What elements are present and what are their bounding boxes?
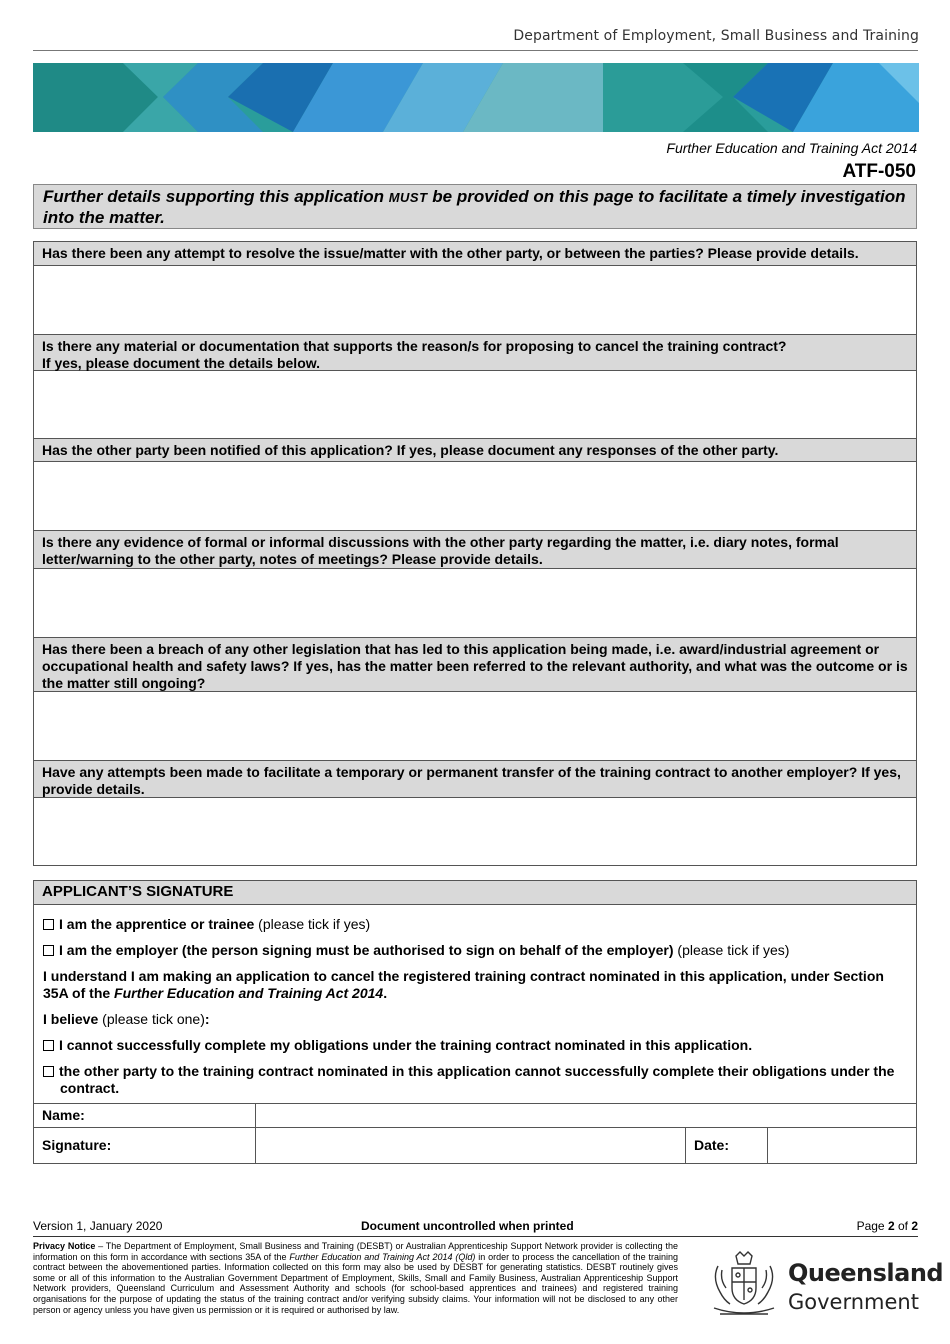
question-2-line-1: Is there any material or documentation that supports the reason/s for proposing to cancel the training contract? <box>42 338 787 354</box>
act-title: Further Education and Training Act 2014 <box>666 140 917 156</box>
intro-text-2: be provided on this page to facilitate a timely investigation into the matter. <box>43 187 906 227</box>
name-row <box>34 1103 916 1127</box>
employer-label: I am the employer (the person signing must be authorised to sign on behalf of the employer) <box>59 942 674 958</box>
question-4: Is there any evidence of formal or informal discussions with the other party regarding the matter, i.e. diary notes, formal letter/warning to the other party, notes of meetings? Please provide details. <box>34 531 916 569</box>
question-3: Has the other party been notified of this application? If yes, please document any responses of the other party. <box>34 439 916 462</box>
header-banner <box>33 63 919 132</box>
privacy-text-2: in order to process the cancellation of the training contract between the abovementioned parties. Information collected on this form may also be used by DESBT for generating statistics. DESBT routinely gives some or all of this information to the Australian Government Department of Employment, Skills, Small and Family Business, Australian Apprenticeship Support Network providers, Queensland Curriculum and Assessment Authority and schools (for school-based apprentices and trainees) and registered training organisations for the purpose of updating the status of the training contract and/or verifying subsidy claims. Your information will not be disclosed to any other person or agency unless you have given us permission or it is required or authorised by law. <box>33 1251 678 1315</box>
belief-option-2-label: the other party to the training contract nominated in this application cannot successfully complete their obligations under the contract. <box>59 1063 895 1096</box>
apprentice-option <box>43 916 907 933</box>
understanding-text: I understand I am making an application to cancel the registered training contract nominated in this application, under Section 35A of the <box>43 968 884 1001</box>
answer-field-5[interactable] <box>34 692 916 761</box>
name-input[interactable] <box>256 1104 916 1127</box>
footer-divider <box>33 1236 918 1237</box>
question-2-line-2: If yes, please document the details below. <box>42 355 321 371</box>
signature-section <box>33 880 917 1164</box>
intro-text-1: Further details supporting this application <box>43 187 389 206</box>
signature-input[interactable] <box>256 1128 686 1163</box>
question-6: Have any attempts been made to facilitate a temporary or permanent transfer of the training contract to another employer? If yes, provide details. <box>34 761 916 798</box>
answer-field-3[interactable] <box>34 462 916 531</box>
signature-row <box>34 1127 916 1163</box>
question-5: Has there been a breach of any other legislation that has led to this application being made, i.e. award/industrial agreement or occupational health and safety laws? If yes, has the matter been referred to the relevant authority, and what was the outcome or is the matter still ongoing? <box>34 638 916 692</box>
question-2 <box>34 335 916 371</box>
page-current: 2 <box>887 1219 895 1233</box>
question-1: Has there been any attempt to resolve the issue/matter with the other party, or between the parties? Please provide details. <box>34 242 916 266</box>
logo-wordmark-queensland: Queensland <box>788 1259 944 1287</box>
answer-field-6[interactable] <box>34 798 916 865</box>
date-label: Date: <box>686 1128 768 1163</box>
uncontrolled-notice: Document uncontrolled when printed <box>361 1219 574 1233</box>
belief-note: (please tick one) <box>98 1011 205 1027</box>
belief-option-2-checkbox[interactable] <box>43 1066 54 1077</box>
apprentice-note: (please tick if yes) <box>254 916 371 932</box>
page-number <box>857 1219 918 1233</box>
coat-of-arms-icon <box>706 1248 782 1324</box>
employer-option <box>43 942 907 959</box>
intro-must: MUST <box>388 190 428 205</box>
answer-field-1[interactable] <box>34 266 916 335</box>
understanding-end: . <box>383 985 388 1001</box>
page-prefix: Page <box>856 1219 888 1233</box>
privacy-text-1: – The Department of Employment, Small Business and Training (DESBT) or Australian Apprenticeship Support Network provider is collecting the information on this form in accordance with sections 35A of the <box>33 1241 678 1262</box>
logo-wordmark-government: Government <box>788 1290 919 1314</box>
belief-option-1-checkbox[interactable] <box>43 1040 54 1051</box>
apprentice-label: I am the apprentice or trainee <box>59 916 255 932</box>
date-input[interactable] <box>768 1128 916 1163</box>
employer-note: (please tick if yes) <box>673 942 790 958</box>
name-label: Name: <box>34 1104 256 1127</box>
version-text: Version 1, January 2020 <box>33 1219 163 1233</box>
belief-label: I believe <box>43 1011 99 1027</box>
department-header: Department of Employment, Small Business and Training <box>513 28 919 44</box>
belief-option-2 <box>43 1063 907 1097</box>
header-divider <box>33 50 918 51</box>
belief-option-1 <box>43 1037 907 1054</box>
signature-heading: APPLICANT’S SIGNATURE <box>34 881 916 905</box>
employer-checkbox[interactable] <box>43 945 54 956</box>
queensland-government-logo <box>706 1248 944 1324</box>
understanding-statement <box>43 968 907 1002</box>
answer-field-4[interactable] <box>34 569 916 638</box>
apprentice-checkbox[interactable] <box>43 919 54 930</box>
questions-table <box>33 241 917 866</box>
page-separator: of <box>894 1219 912 1233</box>
belief-colon: : <box>204 1011 210 1027</box>
privacy-act: Further Education and Training Act 2014 (Qld) <box>289 1251 476 1262</box>
belief-option-1-label: I cannot successfully complete my obligations under the training contract nominated in this application. <box>59 1037 753 1053</box>
form-code: ATF-050 <box>842 161 916 182</box>
answer-field-2[interactable] <box>34 371 916 439</box>
privacy-label: Privacy Notice <box>33 1241 96 1251</box>
signature-declarations <box>34 905 916 1103</box>
intro-notice <box>33 184 917 229</box>
page-total: 2 <box>911 1219 918 1233</box>
signature-label: Signature: <box>34 1128 256 1163</box>
privacy-notice <box>33 1241 678 1315</box>
understanding-act: Further Education and Training Act 2014 <box>114 985 384 1001</box>
belief-prompt <box>43 1011 907 1028</box>
